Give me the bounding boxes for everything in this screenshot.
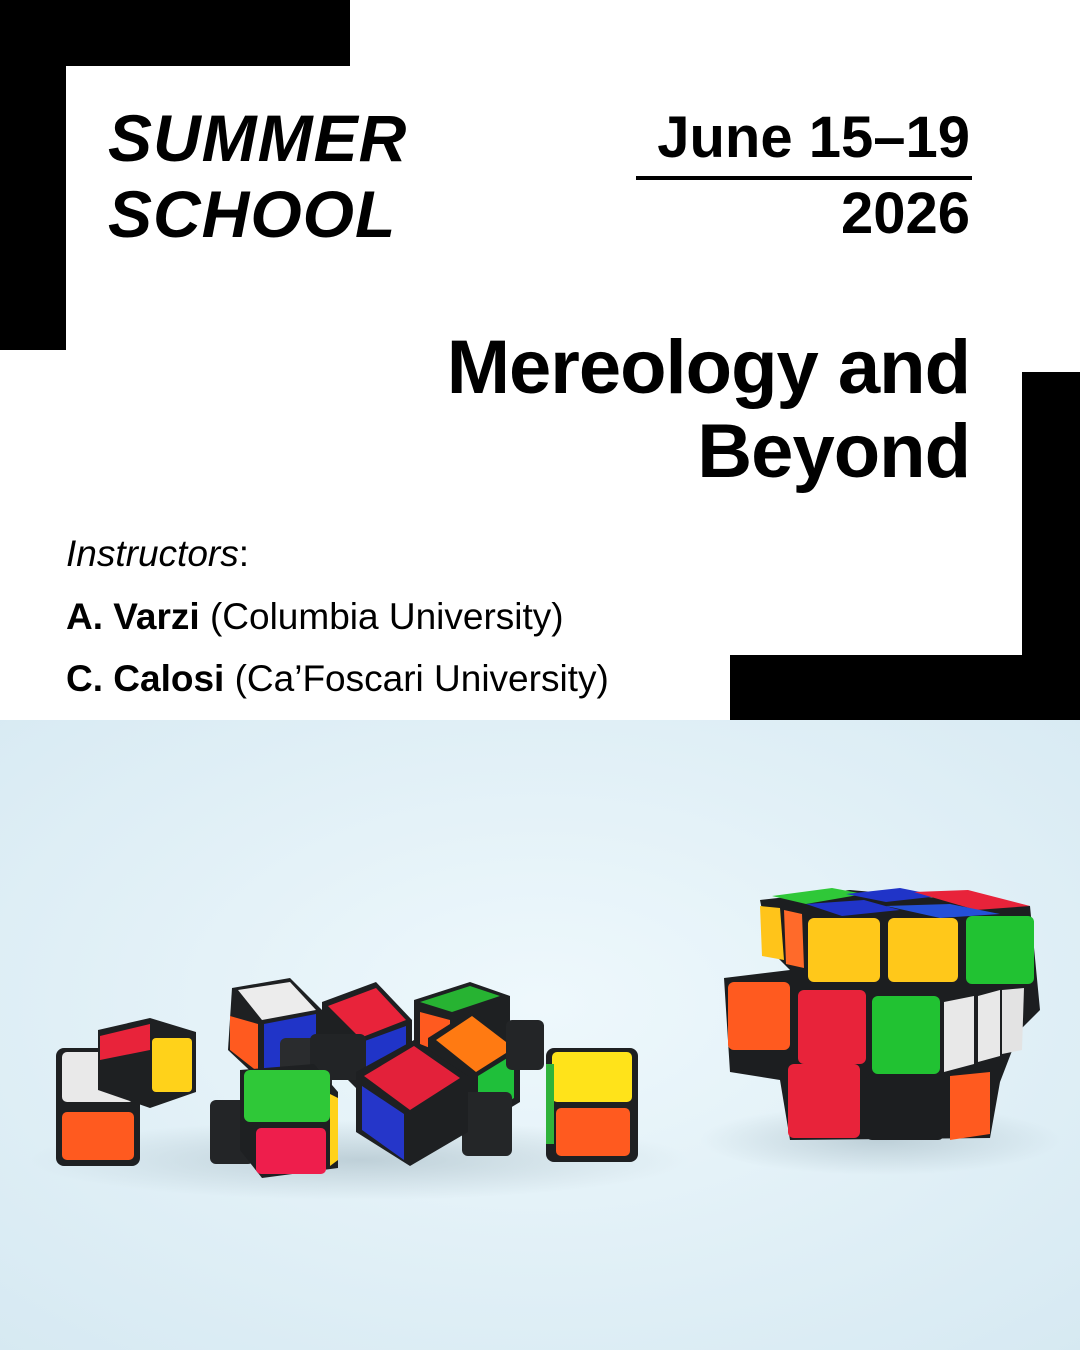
top-left-bar-vertical (0, 0, 66, 350)
cube-pieces-photo (0, 720, 1080, 1350)
instructor-row (66, 586, 609, 648)
bottom-right-bar-horizontal (730, 655, 1080, 720)
title-line2: Beyond (697, 409, 970, 494)
title-line1: Mereology and (446, 325, 970, 410)
instructor-affiliation: (Ca’Foscari University) (234, 658, 609, 699)
event-type-line1: SUMMER (108, 101, 408, 175)
instructor-affiliation: (Columbia University) (209, 596, 564, 637)
event-type-line2: SCHOOL (108, 177, 397, 251)
instructor-row (66, 648, 609, 710)
event-title (447, 326, 970, 494)
instructor-name: C. Calosi (66, 658, 225, 699)
instructors-heading: Instructors: (66, 533, 249, 574)
date-year: 2026 (840, 181, 970, 246)
event-type-label (108, 100, 407, 252)
instructors-section (66, 528, 609, 710)
date-range: June 15–19 (657, 105, 970, 170)
date-divider (636, 176, 972, 180)
instructor-name: A. Varzi (66, 596, 200, 637)
